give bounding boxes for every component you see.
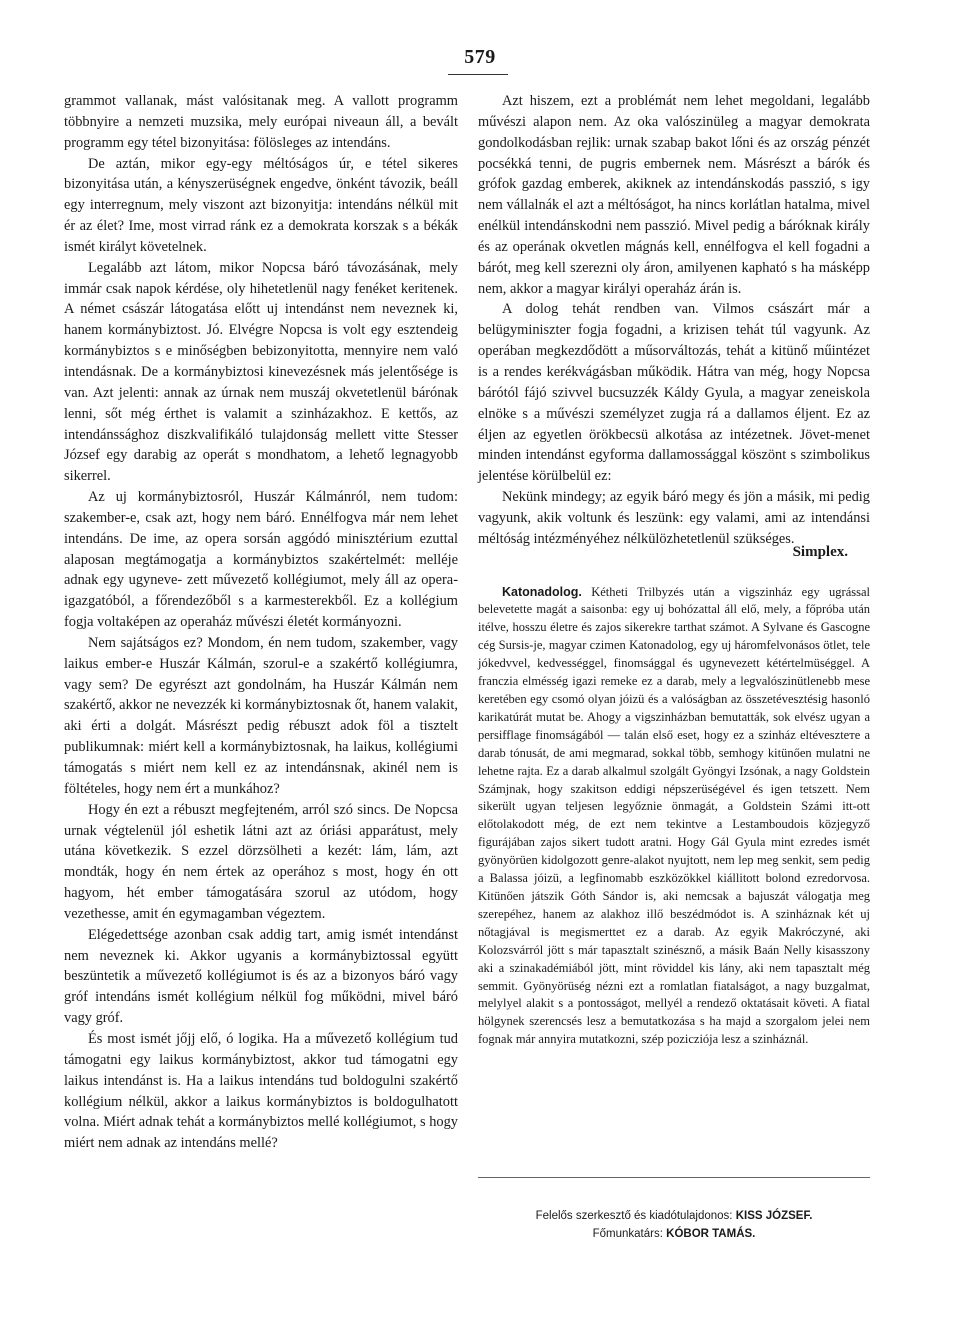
review-paragraph — [478, 584, 870, 1050]
section-gap — [478, 562, 870, 584]
page-number-rule — [448, 74, 508, 75]
paragraph: Nekünk mindegy; az egyik báró megy és jön a másik, mi pedig vagyunk, akik voltunk és leszünk: egy valami, ami az intendánsi méltóság intézményéhez nélkülözhetetlenül szükséges. — [478, 489, 870, 547]
editor-label: Felelős szerkesztő és kiadótulajdonos: — [535, 1210, 733, 1222]
paragraph: Legalább azt látom, mikor Nopcsa báró távozásának, mely immár csak napok kérdése, oly hihetetlenül nagy fenéket keritenek. A német császár látogatása előtt uj intendánst nem neveznek ki, hanem kormánybiztost. Jó. Elvégre Nopcsa is volt egy esztendeig kormánybiztos s e minőségben bebizonyitotta, mennyire nem való intendásnak. De a kormánybiztosi kinevezésnek más jelentősége is van. Azt jelenti: annak az úrnak nem muszáj okvetetlenül bárónak lenni, sőt még érthet is valamit a szinházakhoz. E kettős, az intendánssághoz diszkvalifikáló tulajdonság mellett vitte Stesser József egy darabig az operát s mondhatom, a lehető legnagyobb sikerrel. — [64, 259, 458, 485]
paragraph: És most ismét jőjj elő, ó logika. Ha a művezető kollégium tud támogatni egy laikus kormánybiztost, akkor tud támogatni egy laikus intendánst is. Ha a laikus intendáns tud boldogulni szakértő kollégium nélkül, akkor a laikus kormánybiztos is boldogulhatott volna. Miért adnak tehát a kormánybiztos mellé kollégiumot, s hogy miért nem adnak az intendáns mellé? — [64, 1030, 458, 1152]
review-section — [478, 584, 870, 1050]
page-number: 579 — [464, 46, 496, 68]
footer-contributor-line — [478, 1228, 870, 1240]
paragraph: De aztán, mikor egy-egy méltóságos úr, e tétel sikeres bizonyitása után, a kényszerüségnek engedve, önként távozik, beáll egy interregnum, mely viszont azt bizonyitja: intendáns nélkül mit ér az élet? Ime, most virrad ránk ez a demokrata korszak s a békák ismét királyt követelnek. — [64, 155, 458, 255]
paragraph: Azt hiszem, ezt a problémát nem lehet megoldani, legalább művészi alapon nem. Az oka valószinüleg a magyar demokrata gondolkodásban rejlik: urnak szabap bakot lőni és az ország pénzét pocsékká tenni, de pugris embernek nem. Másrészt a bárók és grófok gazdag emberek, akiknek az intendánskodás passzió, s igy nem vállalnák el azt a méltóságot, ha nincs korlátlan hatalma, mivel enélkül intendánskodni nem passzió. Mivel pedig a báróknak király és az operának okvetlen mágnás kell, ennélfogva el kell fogadni a bárót, meg kell szerezni oly áron, amilyenen kapható s ha másképp nem, akkor a magyar királyi operaház árán is. — [478, 93, 870, 297]
contributor-name: KÓBOR TAMÁS. — [666, 1228, 756, 1240]
contributor-label: Főmunkatárs: — [592, 1228, 663, 1240]
paragraph: Hogy én ezt a rébuszt megfejteném, arról szó sincs. De Nopcsa urnak végtelenül jól eshetik látni azt az óriási apparátust, mely utána következik. S ezzel dörzsölheti a kezét: lám, lám, azt mondták, hogy én nem értek az operához s most, hogy én ott hagyom, hét ember támogatására szorul az utódom, hogy vezethesse, amit én egymagamban végeztem. — [64, 801, 458, 922]
review-heading: Katonadolog. — [502, 584, 582, 599]
paragraph: Nem sajátságos ez? Mondom, én nem tudom, szakember, vagy laikus ember-e Huszár Kálmán, szorul-e a szakértő kollégiumra, vagy sem? De egyrészt azt gondolnám, ha Huszár Kálmán nem szakértő, akkor ne nevezzék ki kormánybiztosnak őt, hanem valakit, aki érti a dolgát. Másrészt pedig rébuszt adok föl a tisztelt publikumnak: miért kell a kormánybiztosnak, ha laikus, kollégiumi támogatás s miért nem kell ez az intendánsnak, akinél nem is föltételes, hogy nem ért a munkához? — [64, 634, 458, 797]
right-column — [478, 91, 870, 1049]
right-column-paragraphs — [478, 91, 870, 550]
paragraph: Elégedettsége azonban csak addig tart, amig ismét intendánst nem neveznek ki. Akkor ugyanis a kormánybiztossal együtt beszüntetik a művezető kollégiumot is és az a bizonyos báró vagy gróf intendáns ismét kollégium nélkül fog működni, mivel báró vagy gróf. — [64, 926, 458, 1027]
signature: Simplex. — [792, 543, 848, 560]
footer-editor-line — [478, 1210, 870, 1222]
paragraph: A dolog tehát rendben van. Vilmos császárt már a belügyminiszter fogja fogadni, a krizisen tehát túl vagyunk. Az operában megkezdődött a műsorváltozás, tehát a kitünő műintézet is a rendes kerékvágásban működik. Hátra van még, hogy Nopcsa bárótól fájó szivvel bucsuzzék Káldy Gyula, a magyar zeneiskola elnöke s a művészi személyzet zugja rá a dallamos éljent. Ez az éljen az egyetlen örökbecsü alkotása az intézetnek. Jövet-menet minden intendánst egyforma dallamossággal köszönt s szimbolikus jelentése körülbelül ez: — [478, 301, 870, 485]
footer-rule — [478, 1177, 870, 1178]
paragraph: Az uj kormánybiztosról, Huszár Kálmánról, nem tudom: szakember-e, csak azt, hogy nem báró. Ennélfogva már nem lehet intendáns. De ime, az opera sorsán aggódó minisztérium ezuttal alaposan megtámogatja a kormánybiztos szakértelmét: melléje adnak egy ugyneve- zett művezető kollégiumot, mely áll az opera-igazgatóból, a főrendezőből s a karmesterekből. Ez a kollégium fogja voltaképen az operaház művészi életét kormányozni. — [64, 489, 458, 631]
left-column — [64, 91, 458, 1154]
editor-name: KISS JÓZSEF. — [735, 1210, 813, 1222]
paragraph: grammot vallanak, mást valósitanak meg. A vallott programm többnyire a nemzeti muzsika, mely európai niveaun áll, a bevált programm egy tétel bizonyitása: fölösleges az intendáns. — [64, 93, 458, 151]
review-text: Kétheti Trilbyzés után a vigszinház egy ugrással belevetette magát a saisonba: egy uj bohózattal áll elő, mely, a főpróba után itélve, hosszu életre és zajos sikerekre tarthat számot. A Sylvane és Gascogne cég Sursis-je, magyar czimen Katonadolog, egy uj háromfelvonásos ötlet, tele jókedvvel, kedvességgel, finomsággal és ugynevezett kétértelmüséggel. A franczia elmésség igazi remeke ez a darab, mely a legvalószinütlenebb mese keretében egy csomó olyan jóizü és a valóságban az összetévesztésig hasonló karikatúrát mutat be. Ahogy a vigszinházban bemutatták, sok elvész ugyan a persifflage finomságából — talán első eset, hogy ez a szinház eltéveszteте a darab tónusát, de ami megmarad, sokkal több, semhogy kitünően mulatni ne lehetne rajta. Ez a darab alkalmul szolgált Gyöngyi Izsónak, a nagy Goldstein Számjnak, hogy szakitson eddigi népszerüségével és igen tetszett. Nem sikerült ugyan teljesen legyőznie önmagát, a Goldstein Számi itt-ott előtolakodott még, de ezt nem tekintve a Lestamboudois közjegyző figurájában zajos sikert tudott aratni. Hogy Gál Gyula mint ezredes ismét gyönyörüen kidolgozott genre-alakot nyujtott, nem lep meg senkit, sem pedig a Balassa jóizü, a legfinomabb eszközökkel kiállitott bolond ezredorvosa. Kitünően játszik Góth Sándor is, aki nemcsak a bajuszát válogatja meg szerepéhez, hanem az alakhoz illő beszédmódot is. A szinháznak két uj nőtagjával is megismerttet ez a darab. Az egyik Makróczyné, aki Kolozsvárról jött s már tapasztalt szinésznő, a másik Baán Nelly kisasszony aki a szinakadémiából jött, mint röviddel kis lány, aki nem tapasztalt még semmit. Gyönyörüség nézni ezt a romlatlan fiatalságot, a nagy buzgalmat, melylyel alakit s a pontosságot, mellyél a rendező oktatásait követi. A fiatal hölgynek szerencsés lesz a bemutatkozása s ha majd a szorgalom jelei nem fognak már annyira mutatkozni, szép pozicziója lesz a szinháznál. — [478, 584, 870, 1047]
